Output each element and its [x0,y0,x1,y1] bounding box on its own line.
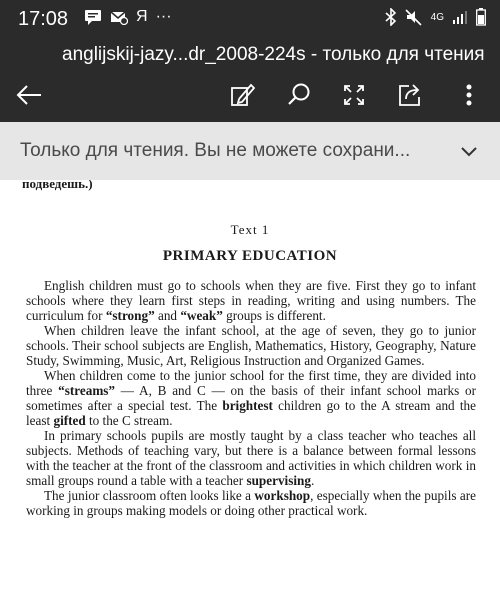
readonly-message: Только для чтения. Вы не можете сохрани... [20,140,411,161]
document-title: anglijskij-jazy...dr_2008-224s - только для чтения [62,44,485,65]
search-icon[interactable] [282,78,316,112]
share-icon[interactable] [393,78,427,112]
system-icons [385,8,486,26]
back-arrow-icon[interactable] [12,78,46,112]
message-icon [84,9,102,25]
fullscreen-icon[interactable] [337,78,371,112]
signal-icon [452,9,468,25]
paragraph-1: English children must go to schools when they are five. First they go to infant schools where they learn first steps in reading, writing and using numbers. The curriculum for “strong” and “weak” groups is different. [26,278,476,323]
status-time: 17:08 [18,8,69,30]
paragraph-2: When children leave the infant school, at the age of seven, they go to junior schools. Their school subjects are English, Mathematics, History, Geography, Nature Study, Swimming, Music, Art, Religious Instruction and Organized Games. [26,323,476,368]
previous-page-line: подведешь.) [22,180,93,191]
edit-icon[interactable] [225,78,259,112]
app-title-bar [0,40,500,70]
section-heading: PRIMARY EDUCATION [162,248,338,264]
mute-icon [405,8,423,26]
more-notifications-icon: ··· [155,8,172,25]
body-text [26,278,476,518]
readonly-banner[interactable] [0,122,500,181]
bluetooth-icon [385,8,397,26]
paragraph-3: When children come to the junior school for the first time, they are divided into three “streams” — A, B and C — on the basis of their infant school marks or sometimes after a special test. The brightest children go to the A stream and the least gifted to the C stream. [26,368,476,428]
paragraph-4: In primary schools pupils are mostly taught by a class teacher who teaches all subjects. Methods of teaching vary, but there is a balance between formal lessons with the teacher at the front of the classroom and activities in which children work in small groups round a table with a teacher supervising. [26,428,476,488]
network-type: 4G [430,11,444,23]
text-number-label: Text 1 [230,222,270,237]
toolbar [0,70,500,122]
yandex-icon: Я [136,8,148,25]
chevron-down-icon[interactable] [458,140,480,162]
document-page [0,180,500,614]
mail-blocked-icon [110,9,128,25]
notification-icons [84,8,172,26]
more-vert-icon[interactable] [452,78,486,112]
paragraph-5: The junior classroom often looks like a workshop, especially when the pupils are working in groups making models or doing other practical work. [26,488,476,518]
battery-icon [476,8,486,26]
status-bar [0,0,500,40]
